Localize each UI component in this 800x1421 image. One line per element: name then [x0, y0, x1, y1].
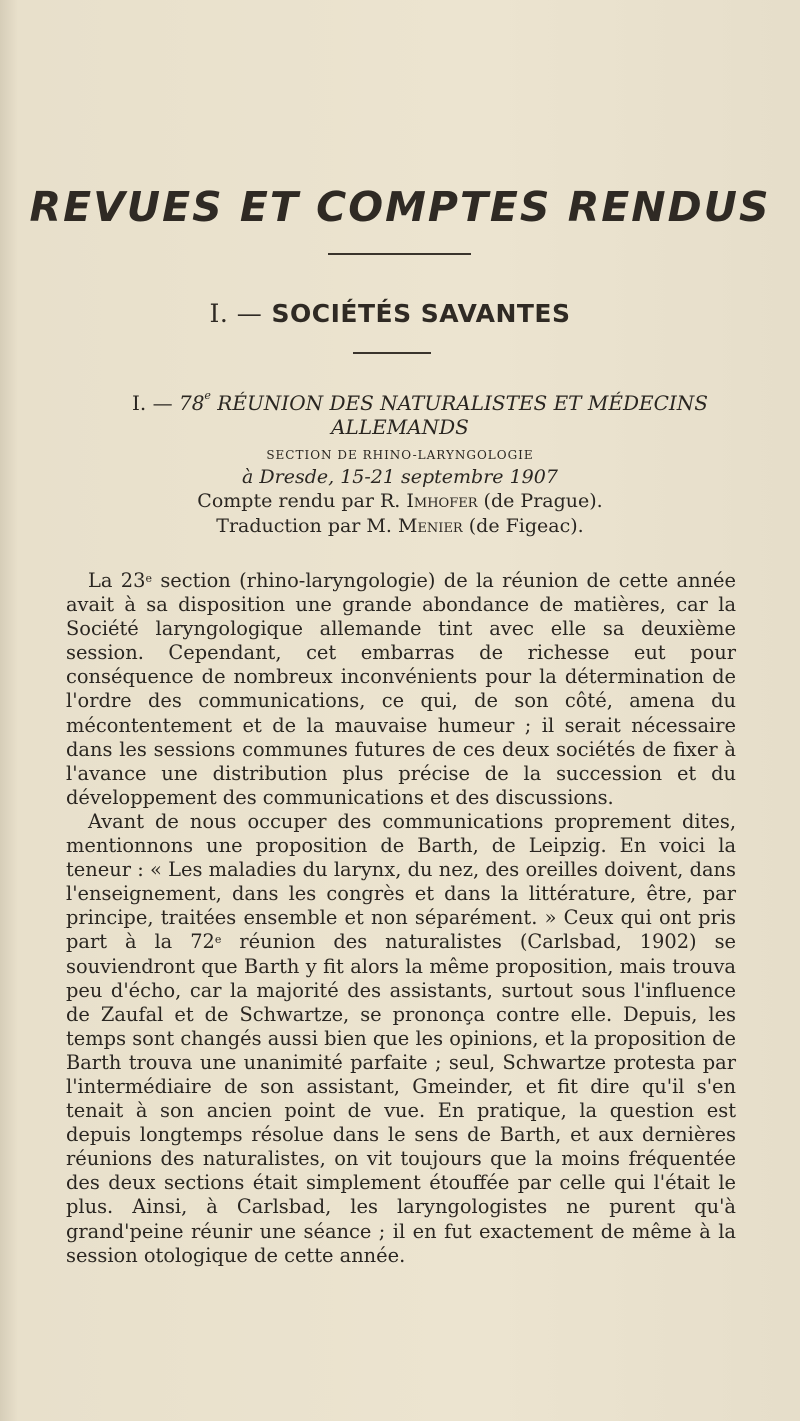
translation-suffix: (de Figeac).: [468, 515, 584, 537]
paragraph-2-start: Avant de nous occuper des communications proprement dites, mentionnons une proposition de Barth, de Leipzig. En voici la teneur : « Les maladies du larynx, du nez, des oreilles doivent, dans l'enseignement, dans les congrès et dans la littérature, être, par principe, traitées ensemble et non séparément. » Ceux qui ont pris part à la 72: [66, 809, 736, 954]
paragraph-2-rest: réunion des naturalistes (Carlsbad, 1902) se souviendront que Barth y fit alors la même proposition, mais trouva peu d'écho, car la majorité des assistants, surtout sous l'influence de Zaufal et de Schwartze, se prononça contre elle. Depuis, les temps sont changés aussi bien que les opinions, et la proposition de Barth trouva une unanimité parfaite ; seul, Schwartze protesta par l'intermédiaire de son assistant, Gmeinder, et fit dire qu'il s'en tenait à son ancien point de vue. En pratique, la question est depuis longtemps résolue dans le sens de Barth, et aux dernières réunions des naturalistes, on vit toujours que la moins fréquentée des deux sections était simplement étouffée par celle qui l'était le plus. Ainsi, à Carlsbad, les laryngologistes ne purent qu'à grand'peine réunir une séance ; il en fut exactement de même à la session otologique de cette année.: [66, 930, 736, 1267]
section-number: I. —: [209, 299, 263, 328]
paragraph-2-ordinal: e: [214, 933, 222, 947]
translation-credit: [0, 515, 800, 537]
paragraph-1-start: La 23: [88, 569, 146, 592]
report-author: Imhofer: [406, 490, 478, 512]
translation-prefix: Traduction par M.: [216, 515, 392, 537]
reunion-ordinal: e: [204, 389, 211, 402]
reunion-number: 78: [178, 391, 205, 415]
report-suffix: (de Prague).: [483, 490, 603, 512]
title-rule: [328, 253, 471, 255]
article-title-line1: [70, 391, 770, 415]
place-date: à Dresde, 15-21 septembre 1907: [242, 466, 558, 488]
main-title: REVUES ET COMPTES RENDUS: [29, 183, 771, 231]
article-body: [66, 569, 736, 1268]
translation-author: Menier: [397, 515, 463, 537]
section-subtitle: SECTION DE RHINO-LARYNGOLOGIE: [266, 448, 534, 462]
section-title: SOCIÉTÉS SAVANTES: [271, 299, 571, 328]
report-credit: [0, 490, 800, 512]
paragraph-1-ordinal: e: [145, 572, 152, 585]
article-title-text: RÉUNION DES NATURALISTES ET MÉDECINS: [217, 391, 708, 415]
paragraph-2: [66, 810, 736, 1268]
section-rule: [353, 352, 431, 354]
article-number: I. —: [131, 391, 173, 415]
report-prefix: Compte rendu par R.: [197, 490, 401, 512]
paragraph-1-rest: section (rhino-laryngologie) de la réunion de cette année avait à sa disposition une grande abondance de matières, car la Société laryngologique allemande tint avec elle sa deuxième session. Cependant, cet embarras de richesse eut pour conséquence de nombreux inconvénients pour la détermination de l'ordre des communications, ce qui, de son côté, amena du mécontentement et de la mauvaise humeur ; il serait nécessaire dans les sessions communes futures de ces deux sociétés de fixer à l'avance une distribution plus précise de la succession et du développement des communications et des discussions.: [66, 569, 737, 809]
paragraph-1: [66, 569, 736, 810]
section-heading: [0, 299, 780, 328]
article-title-line2: ALLEMANDS: [331, 415, 469, 439]
